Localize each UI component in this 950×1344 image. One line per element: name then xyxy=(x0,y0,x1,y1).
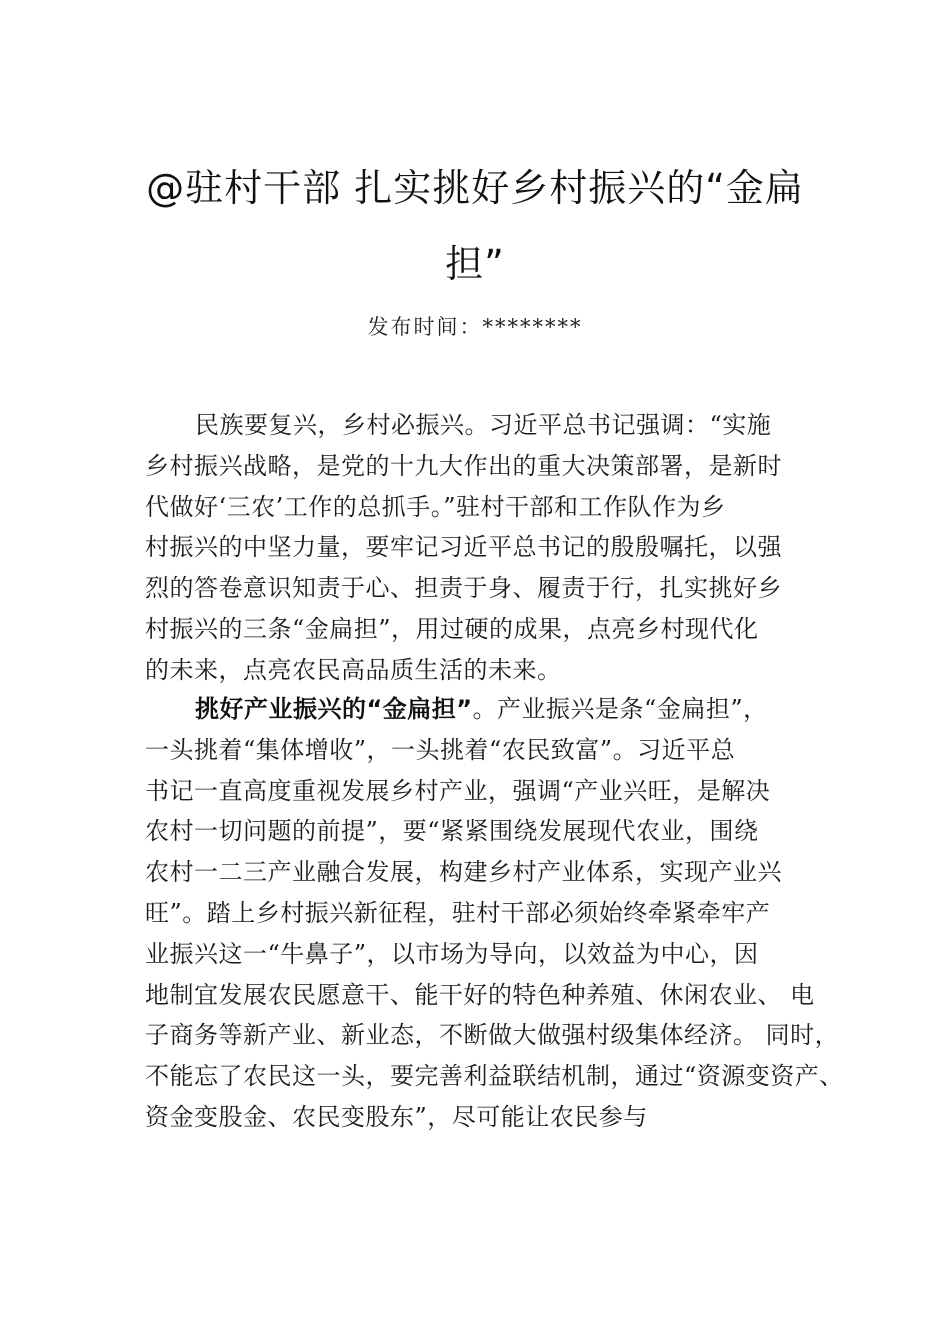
paragraph-2 xyxy=(145,689,845,1138)
paragraph-2-line: 资金变股金、农民变股东”，尽可能让农民参与 xyxy=(145,1102,648,1131)
section-heading: 挑好产业振兴的“金扁担” xyxy=(195,695,473,723)
paragraph-1-line: 村振兴的三条“金扁担”，用过硬的成果，点亮乡村现代化 xyxy=(145,614,759,643)
title-line-2: 担” xyxy=(445,242,505,286)
paragraph-1-line: 烈的答卷意识知责于心、担责于身、履责于行，扎实挑好乡 xyxy=(145,574,782,603)
paragraph-1-line: 代做好‘三农’工作的总抓手。”驻村干部和工作队作为乡 xyxy=(145,492,726,521)
paragraph-2-line: 一头挑着“集体增收”，一头挑着“农民致富”。习近平总 xyxy=(145,735,736,764)
paragraph-1-line: 乡村振兴战略，是党的十九大作出的重大决策部署，是新时 xyxy=(145,451,782,480)
paragraph-1-line: 的未来，点亮农民高品质生活的未来。 xyxy=(145,655,562,684)
paragraph-2-line: 农村一二三产业融合发展，构建乡村产业体系，实现产业兴 xyxy=(145,858,782,887)
publish-time xyxy=(0,312,950,342)
paragraph-1 xyxy=(145,405,825,691)
paragraph-2-line: 地制宜发展农民愿意干、能干好的特色种养殖、休闲农业、 电 xyxy=(145,980,815,1009)
paragraph-1-line: 民族要复兴，乡村必振兴。习近平总书记强调：“实施 xyxy=(195,411,772,439)
publish-time-value: ******** xyxy=(482,315,583,339)
paragraph-1-line: 村振兴的中坚力量，要牢记习近平总书记的殷殷嘱托，以强 xyxy=(145,533,782,562)
paragraph-2-line: 书记一直高度重视发展乡村产业，强调“产业兴旺，是解决 xyxy=(145,776,771,805)
paragraph-2-line: 子商务等新产业、新业态，不断做大做强村级集体经济。 同时， xyxy=(145,1021,840,1050)
document-title xyxy=(140,150,810,302)
paragraph-2-first-line-rest: 。产业振兴是条“金扁担”， xyxy=(472,695,768,723)
paragraph-2-line: 不能忘了农民这一头，要完善利益联结机制，通过“资源变资产、 xyxy=(145,1062,844,1091)
title-line-1: @驻村干部 扎实挑好乡村振兴的“金扁 xyxy=(146,166,804,210)
publish-time-label: 发布时间： xyxy=(367,315,483,339)
paragraph-2-line: 旺”。踏上乡村振兴新征程，驻村干部必须始终牵紧牵牢产 xyxy=(145,898,771,927)
paragraph-2-first-line xyxy=(145,689,845,730)
paragraph-2-line: 农村一切问题的前提”，要“紧紧围绕发展现代农业，围绕 xyxy=(145,817,759,846)
paragraph-2-line: 业振兴这一“牛鼻子”，以市场为导向，以效益为中心，因 xyxy=(145,939,759,968)
